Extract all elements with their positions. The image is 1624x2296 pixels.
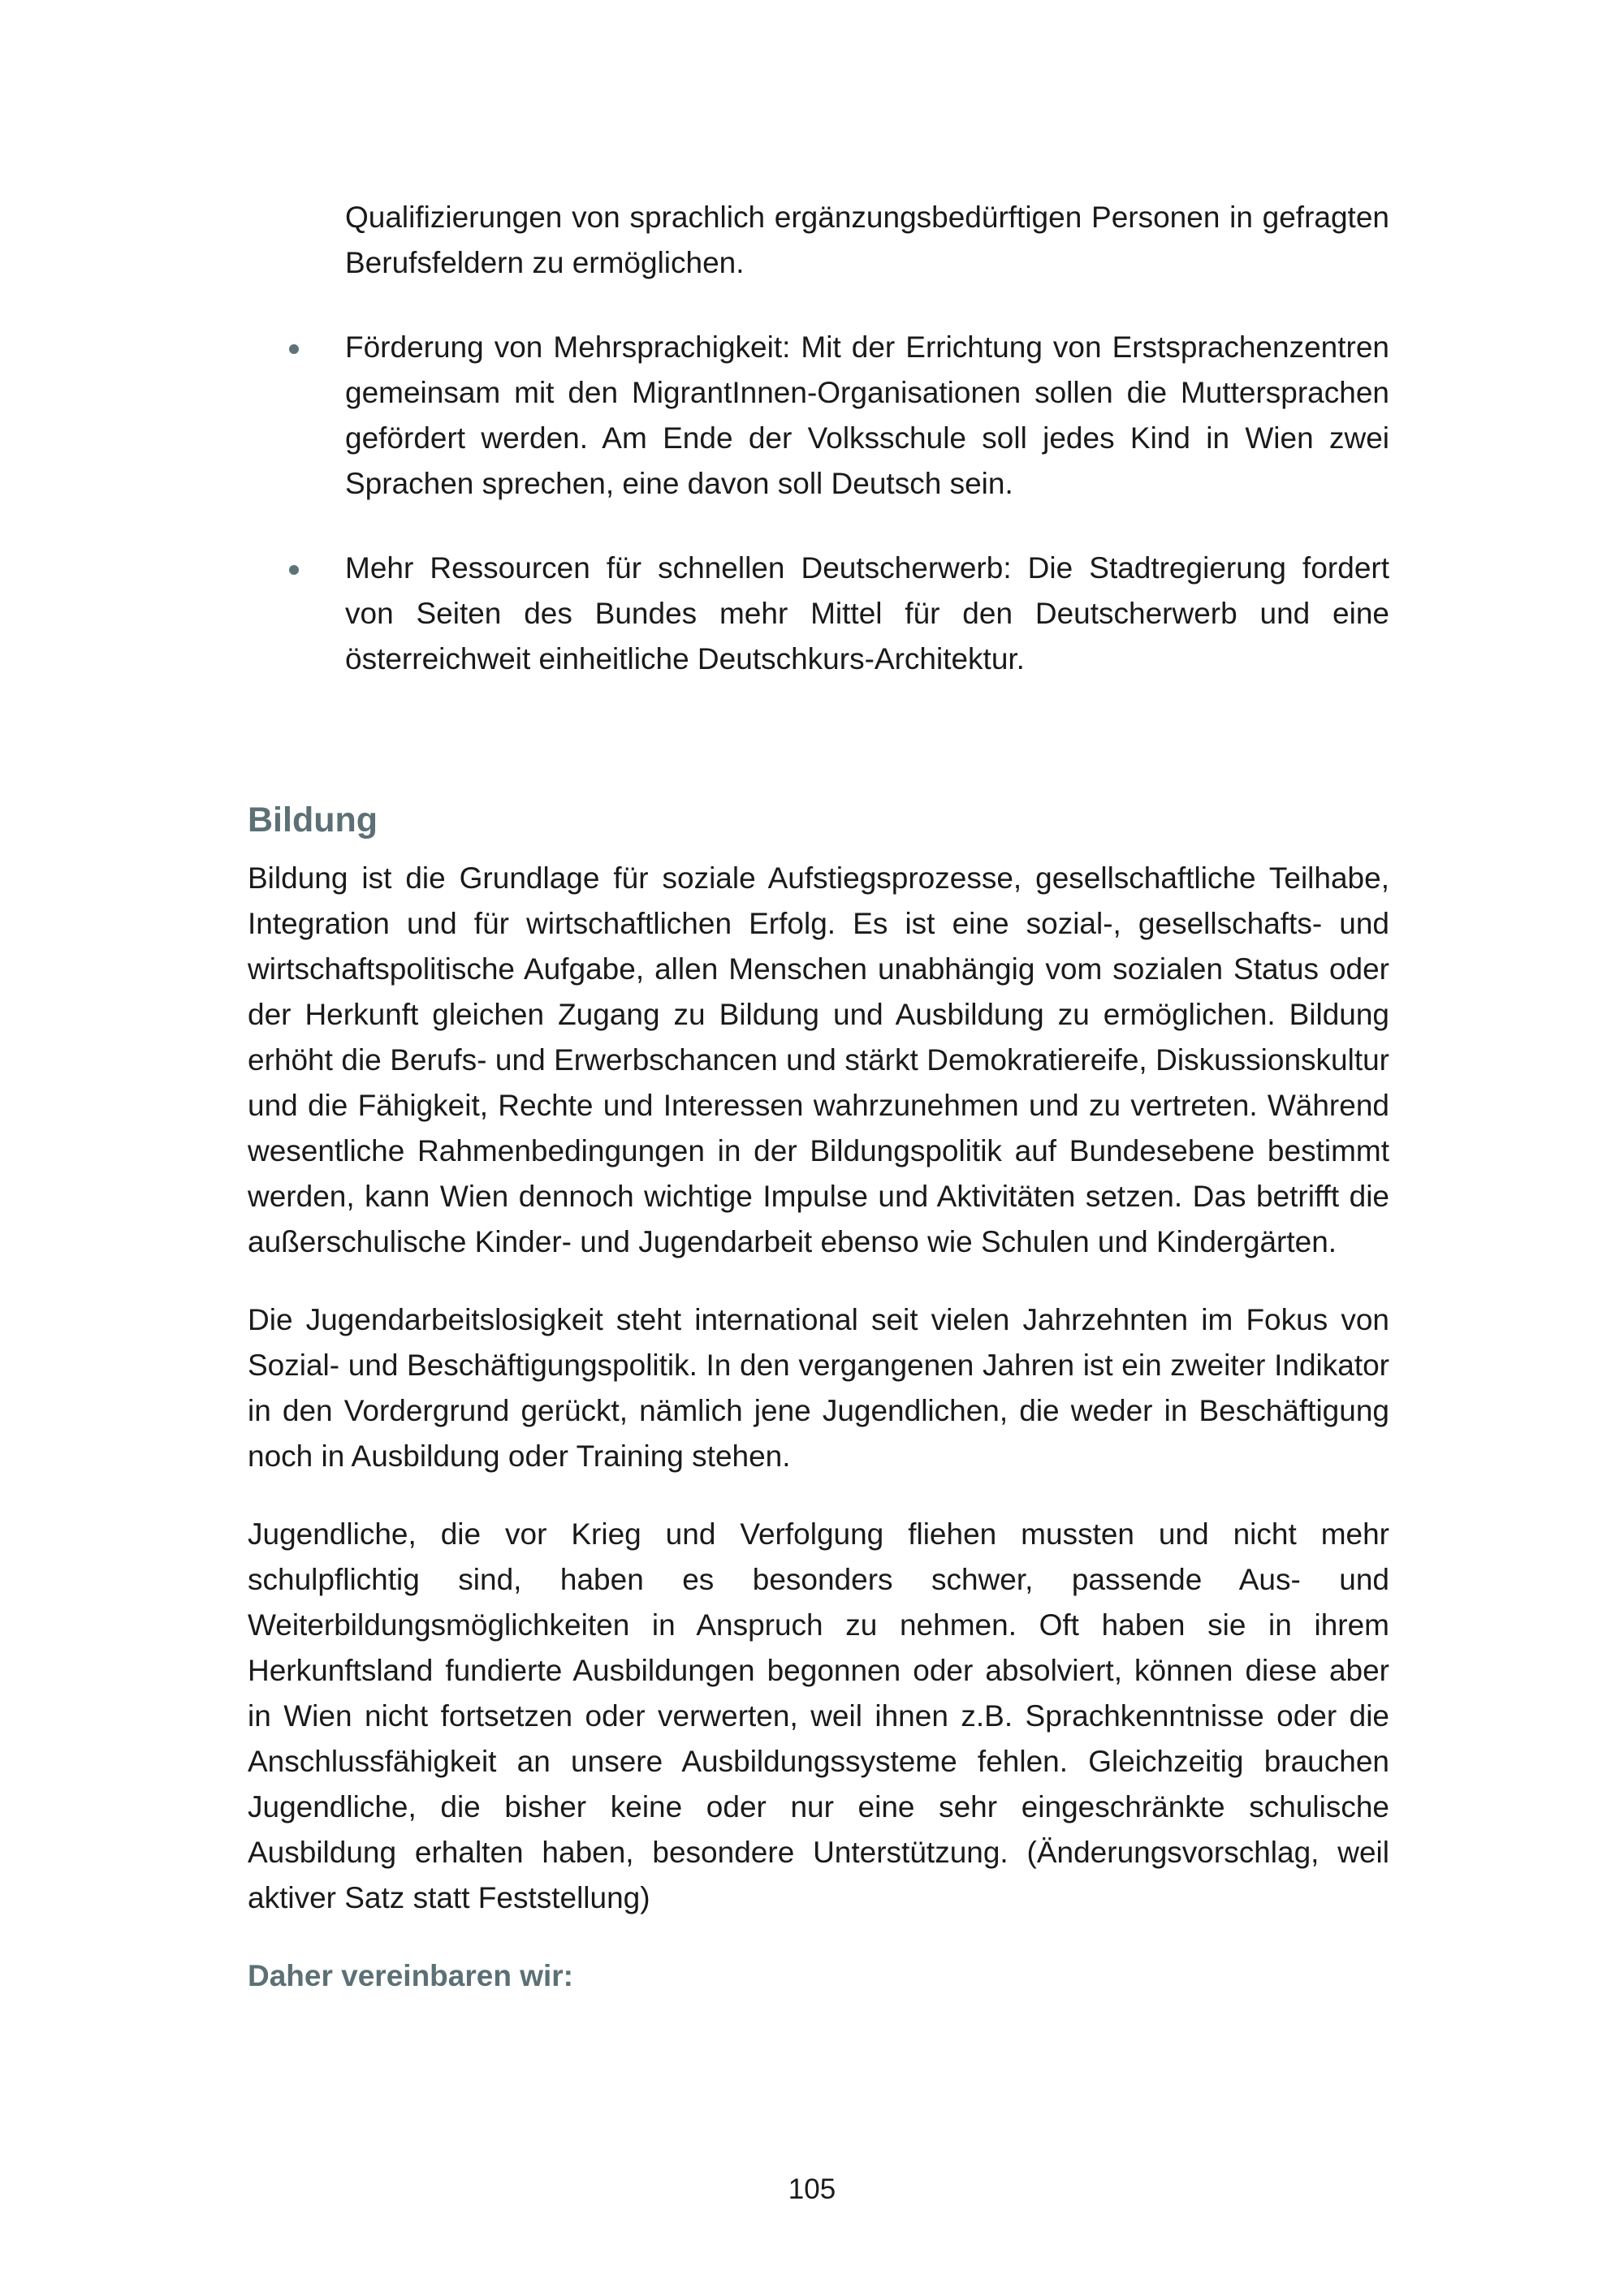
bullet-dot-icon: [289, 344, 299, 354]
spacer: [248, 507, 1389, 546]
spacer: [248, 1921, 1389, 1953]
body-paragraph: Jugendliche, die vor Krieg und Verfolgung fliehen mussten und nicht mehr schulpflichtig sind, haben es besonders schwer, passende Aus- und Weiterbildungsmöglichkeiten in Anspruch zu nehmen. Oft haben sie in ihrem Herkunftsland fundierte Ausbildungen begonnen oder absolviert, können diese aber in Wien nicht fortsetzen oder verwerten, weil ihnen z.B. Sprachkenntnisse oder die Anschlussfähigkeit an unsere Ausbildungssysteme fehlen. Gleichzeitig brauchen Jugendliche, die bisher keine oder nur eine sehr eingeschränkte schulische Ausbildung erhalten haben, besondere Unterstützung. (Änderungsvorschlag, weil aktiver Satz statt Feststellung): [248, 1517, 1389, 1914]
body-paragraph: Die Jugendarbeitslosigkeit steht international seit vielen Jahrzehnten im Fokus von Sozial- und Beschäftigungspolitik. In den vergangenen Jahren ist ein zweiter Indikator in den Vordergrund gerückt, nämlich jene Jugendlichen, die weder in Beschäftigung noch in Ausbildung oder Training stehen.: [248, 1303, 1389, 1473]
spacer: [248, 1265, 1389, 1297]
spacer: [248, 682, 1389, 797]
spacer: [248, 1479, 1389, 1512]
page-number: 105: [788, 2173, 836, 2205]
bullet-list: [248, 325, 1389, 682]
section-heading: Bildung: [248, 801, 378, 839]
bullet-text: Förderung von Mehrsprachigkeit: Mit der Errichtung von Erstsprachenzentren gemeinsam mit den MigrantInnen-Organisationen sollen die Muttersprachen gefördert werden. Am Ende der Volksschule soll jedes Kind in Wien zwei Sprachen sprechen, eine davon soll Deutsch sein.: [345, 330, 1389, 500]
spacer: [248, 286, 1389, 325]
list-item: [345, 546, 1389, 682]
bullet-text: Mehr Ressourcen für schnellen Deutscherwerb: Die Stadtregierung fordert von Seiten des Bundes mehr Mittel für den Deutscherwerb und eine österreichweit einheitliche Deutschkurs-Architektur.: [345, 551, 1389, 675]
intro-continuation-text: Qualifizierungen von sprachlich ergänzungsbedürftigen Personen in gefragten Berufsfeldern zu ermöglichen.: [345, 201, 1389, 279]
section-subheading: Daher vereinbaren wir:: [248, 1959, 573, 1992]
body-paragraph: Bildung ist die Grundlage für soziale Aufstiegsprozesse, gesellschaftliche Teilhabe, Integration und für wirtschaftlichen Erfolg. Es ist eine sozial-, gesellschafts- und wirtschaftspolitische Aufgabe, allen Menschen unabhängig vom sozialen Status oder der Herkunft gleichen Zugang zu Bildung und Ausbildung zu ermöglichen. Bildung erhöht die Berufs- und Erwerbschancen und stärkt Demokratiereife, Diskussionskultur und die Fähigkeit, Rechte und Interessen wahrzunehmen und zu vertreten. Während wesentliche Rahmenbedingungen in der Bildungspolitik auf Bundesebene bestimmt werden, kann Wien dennoch wichtige Impulse und Aktivitäten setzen. Das betrifft die außerschulische Kinder- und Jugendarbeit ebenso wie Schulen und Kindergärten.: [248, 861, 1389, 1258]
bullet-dot-icon: [289, 565, 299, 575]
page-content: [248, 195, 1389, 1999]
list-item: [345, 325, 1389, 507]
